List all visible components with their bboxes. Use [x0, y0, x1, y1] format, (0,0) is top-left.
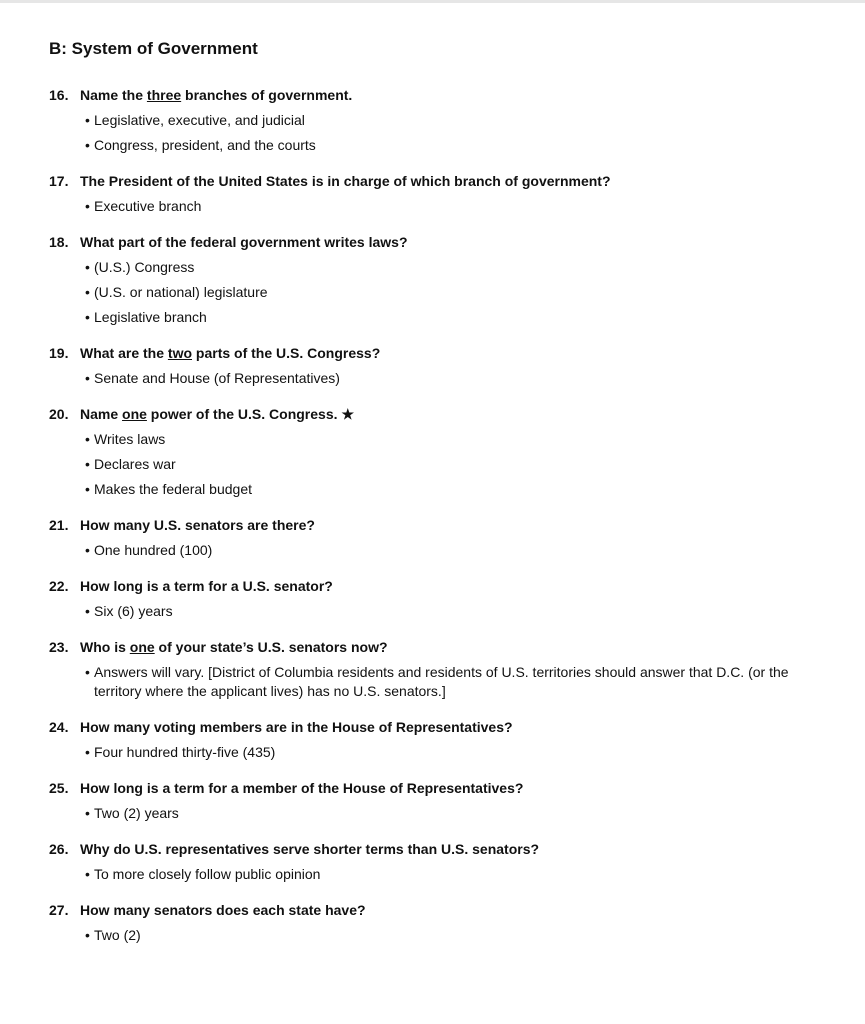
answer-item: [85, 804, 839, 823]
bullet: •: [85, 431, 90, 447]
answer-text: Two (2): [94, 927, 141, 943]
answer-text: (U.S.) Congress: [94, 259, 195, 275]
question-number: 17.: [49, 173, 69, 189]
question-23: [49, 637, 839, 701]
underlined-word: one: [129, 639, 155, 655]
answer-text: Two (2) years: [94, 805, 179, 821]
question-text: How many voting members are in the House of Representatives?: [80, 719, 513, 735]
answer-text: Writes laws: [94, 431, 166, 447]
answer-item: [85, 480, 839, 499]
question-text-part: parts of the U.S. Congress?: [192, 345, 381, 361]
question-text: What part of the federal government writes laws?: [80, 234, 408, 250]
question-16: [49, 85, 839, 155]
top-rule: [0, 0, 865, 3]
question-line: [49, 717, 839, 737]
bullet: •: [85, 927, 90, 943]
question-text-part: Name the: [80, 87, 147, 103]
answer-item: [85, 197, 839, 216]
answer-item: [85, 111, 839, 130]
question-line: [49, 232, 839, 252]
answer-list: [49, 111, 839, 155]
question-text-part: Who is: [80, 639, 130, 655]
answer-item: [85, 430, 839, 449]
answer-text: Answers will vary. [District of Columbia residents and residents of U.S. territories should answer that D.C. (or the territory where the applicant lives) has no U.S. senators.]: [94, 664, 789, 699]
answer-text: To more closely follow public opinion: [94, 866, 321, 882]
question-22: [49, 576, 839, 621]
question-text-part: of your state’s U.S. senators now?: [154, 639, 388, 655]
question-number: 22.: [49, 578, 69, 594]
underlined-word: three: [146, 87, 182, 103]
bullet: •: [85, 542, 90, 558]
answer-text: Makes the federal budget: [94, 481, 252, 497]
question-20: [49, 404, 839, 499]
question-number: 25.: [49, 780, 69, 796]
answer-item: [85, 602, 839, 621]
answer-item: [85, 308, 839, 327]
answer-item: [85, 926, 839, 945]
question-line: [49, 343, 839, 363]
question-24: [49, 717, 839, 762]
question-text: Why do U.S. representatives serve shorter terms than U.S. senators?: [80, 841, 540, 857]
answer-item: [85, 865, 839, 884]
bullet: •: [85, 664, 90, 680]
question-text: The President of the United States is in charge of which branch of government?: [80, 173, 611, 189]
answer-item: [85, 136, 839, 155]
question-27: [49, 900, 839, 945]
question-17: [49, 171, 839, 216]
bullet: •: [85, 456, 90, 472]
question-text: [80, 343, 380, 363]
question-text-part: power of the U.S. Congress.: [146, 406, 338, 422]
question-19: [49, 343, 839, 388]
bullet: •: [85, 112, 90, 128]
star-icon: ★: [341, 406, 355, 422]
answer-list: [49, 541, 839, 560]
section-title: B: System of Government: [49, 39, 258, 58]
question-text: [80, 404, 354, 424]
answer-list: [49, 197, 839, 216]
question-number: 24.: [49, 719, 69, 735]
question-number: 16.: [49, 87, 69, 103]
question-text-part: What are the: [80, 345, 168, 361]
bullet: •: [85, 309, 90, 325]
bullet: •: [85, 481, 90, 497]
question-number: 19.: [49, 345, 69, 361]
answer-text: Legislative, executive, and judicial: [94, 112, 305, 128]
bullet: •: [85, 137, 90, 153]
question-text: How many senators does each state have?: [80, 902, 366, 918]
answer-text: Congress, president, and the courts: [94, 137, 316, 153]
bullet: •: [85, 370, 90, 386]
bullet: •: [85, 866, 90, 882]
question-number: 23.: [49, 639, 69, 655]
bullet: •: [85, 744, 90, 760]
question-number: 20.: [49, 406, 69, 422]
question-text: How long is a term for a U.S. senator?: [80, 578, 333, 594]
answer-item: [85, 541, 839, 560]
answer-item: [85, 663, 839, 701]
answer-text: Six (6) years: [94, 603, 173, 619]
bullet: •: [85, 603, 90, 619]
question-number: 18.: [49, 234, 69, 250]
question-line: [49, 839, 839, 859]
question-line: [49, 85, 839, 105]
answer-text: Executive branch: [94, 198, 202, 214]
question-21: [49, 515, 839, 560]
bullet: •: [85, 198, 90, 214]
underlined-word: two: [167, 345, 193, 361]
answer-text: Declares war: [94, 456, 176, 472]
answer-list: [49, 865, 839, 884]
question-line: [49, 900, 839, 920]
question-text: [80, 85, 352, 105]
answer-list: [49, 430, 839, 499]
question-number: 26.: [49, 841, 69, 857]
question-line: [49, 515, 839, 535]
bullet: •: [85, 805, 90, 821]
bullet: •: [85, 284, 90, 300]
answer-text: One hundred (100): [94, 542, 213, 558]
question-line: [49, 171, 839, 191]
question-text-part: branches of government.: [181, 87, 353, 103]
answer-text: Senate and House (of Representatives): [94, 370, 340, 386]
question-text: How long is a term for a member of the House of Representatives?: [80, 780, 524, 796]
answer-item: [85, 369, 839, 388]
answer-text: (U.S. or national) legislature: [94, 284, 268, 300]
answer-list: [49, 258, 839, 327]
question-text-part: Name: [80, 406, 123, 422]
answer-item: [85, 258, 839, 277]
question-line: [49, 778, 839, 798]
answer-item: [85, 743, 839, 762]
question-line: [49, 404, 839, 424]
answer-item: [85, 283, 839, 302]
question-text: How many U.S. senators are there?: [80, 517, 315, 533]
answer-list: [49, 804, 839, 823]
bullet: •: [85, 259, 90, 275]
document-page: [49, 38, 839, 961]
question-line: [49, 576, 839, 596]
question-text: [80, 637, 388, 657]
question-line: [49, 637, 839, 657]
answer-list: [49, 926, 839, 945]
answer-list: [49, 602, 839, 621]
answer-text: Four hundred thirty-five (435): [94, 744, 276, 760]
question-25: [49, 778, 839, 823]
underlined-word: one: [122, 406, 147, 422]
question-number: 27.: [49, 902, 69, 918]
answer-text: Legislative branch: [94, 309, 207, 325]
question-26: [49, 839, 839, 884]
answer-item: [85, 455, 839, 474]
question-number: 21.: [49, 517, 69, 533]
answer-list: [49, 663, 839, 701]
answer-list: [49, 369, 839, 388]
answer-list: [49, 743, 839, 762]
question-18: [49, 232, 839, 327]
